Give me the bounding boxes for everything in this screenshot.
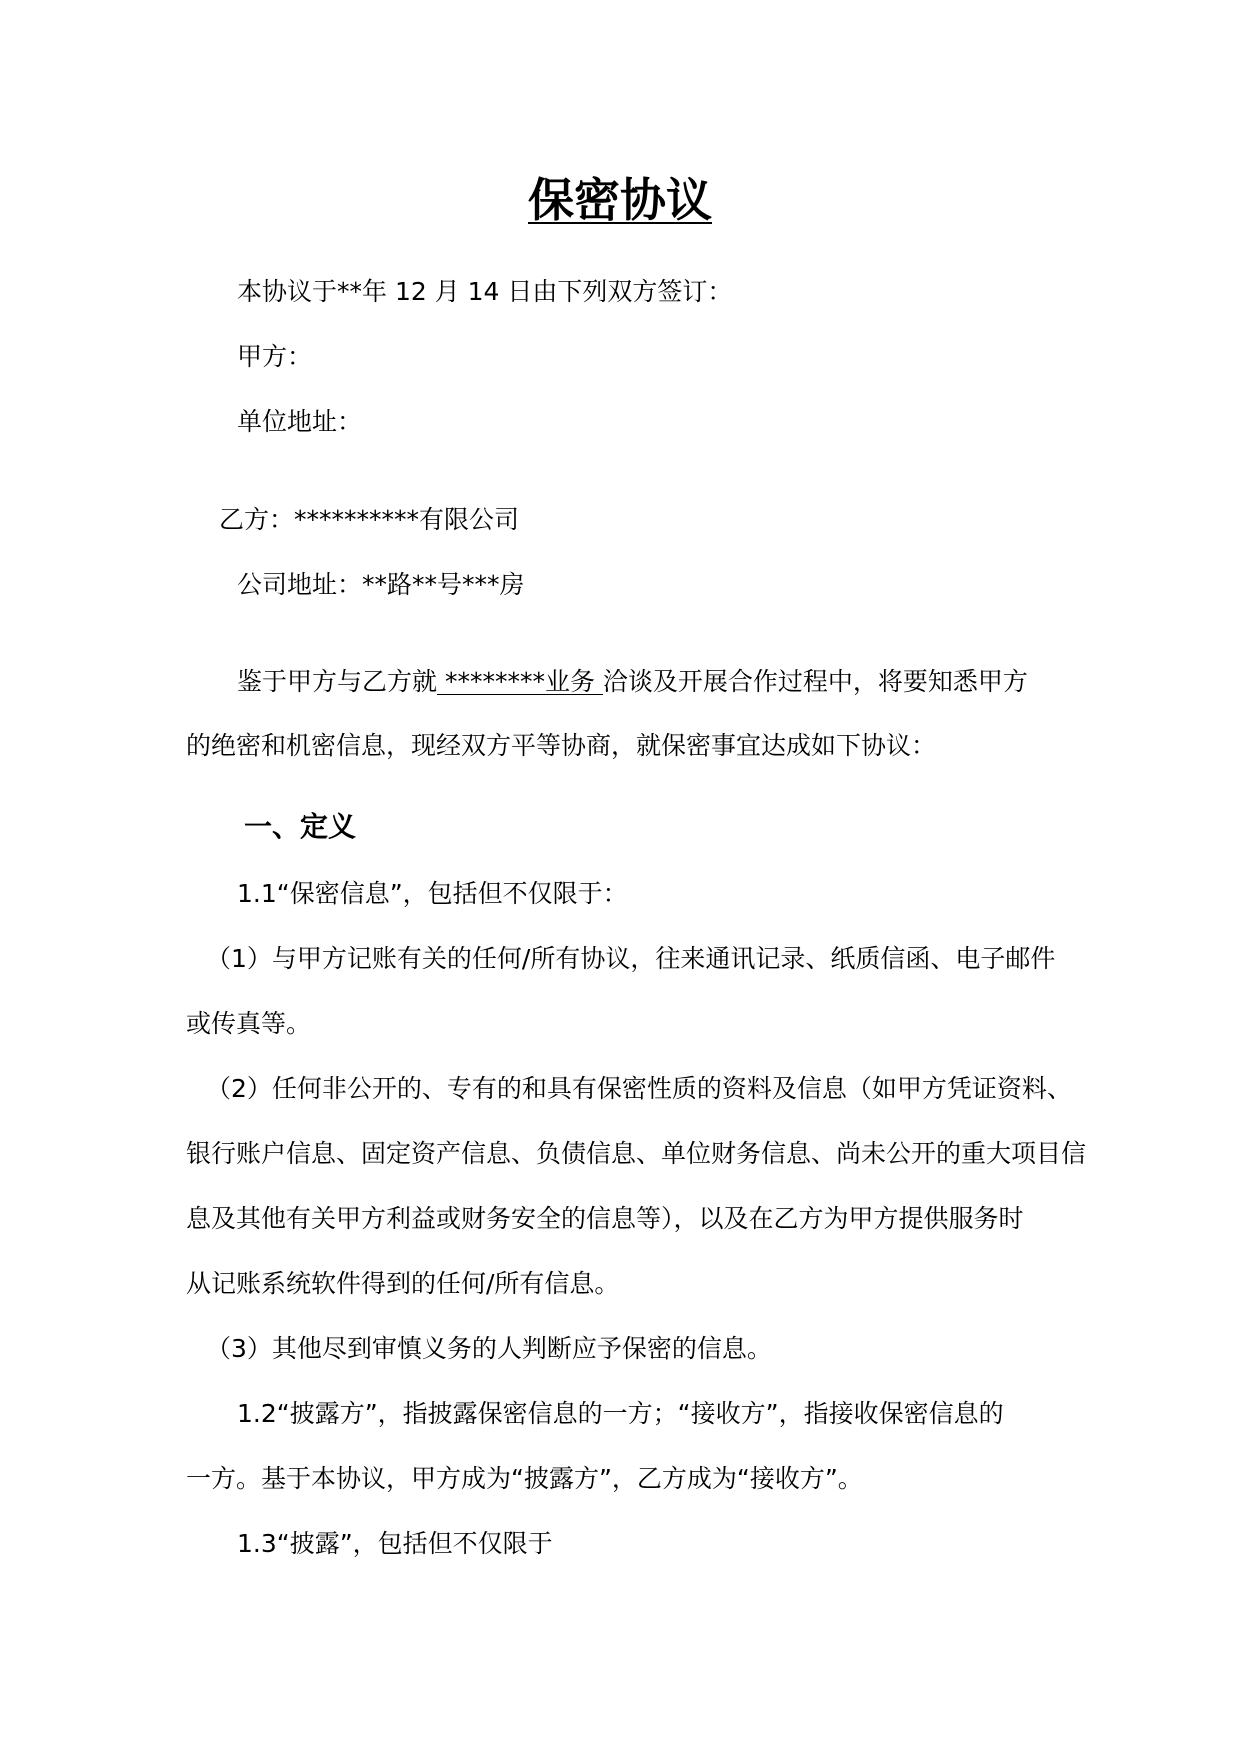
document-title-text: 保密协议 xyxy=(528,173,712,227)
section-heading-definitions: 一、定义 xyxy=(244,810,357,843)
document-title xyxy=(0,170,1240,230)
clause-1-1: 1.1“保密信息”，包括但不仅限于： xyxy=(237,879,628,908)
party-b-address-line: 公司地址：**路**号***房 xyxy=(237,570,525,599)
recital-prefix: 鉴于甲方与乙方就 xyxy=(237,667,438,696)
recital-line-1 xyxy=(237,664,1028,700)
recital-suffix: 洽谈及开展合作过程中，将要知悉甲方 xyxy=(602,667,1028,696)
item-3: （3）其他尽到审慎义务的人判断应予保密的信息。 xyxy=(206,1334,772,1363)
item-1-line-1: （1）与甲方记账有关的任何/所有协议，往来通讯记录、纸质信函、电子邮件 xyxy=(206,944,1056,973)
intro-date-line: 本协议于**年 12 月 14 日由下列双方签订： xyxy=(237,277,733,306)
party-a-address-label: 单位地址： xyxy=(237,407,363,436)
party-b-line: 乙方：**********有限公司 xyxy=(219,505,520,534)
clause-1-3: 1.3“披露”，包括但不仅限于 xyxy=(237,1529,553,1558)
item-2-line-3: 息及其他有关甲方利益或财务安全的信息等），以及在乙方为甲方提供服务时 xyxy=(186,1204,1024,1233)
item-1-line-2: 或传真等。 xyxy=(186,1009,312,1038)
clause-1-2-line-1: 1.2“披露方”，指披露保密信息的一方；“接收方”，指接收保密信息的 xyxy=(237,1399,1004,1428)
item-2-line-4: 从记账系统软件得到的任何/所有信息。 xyxy=(186,1269,620,1298)
clause-1-2-line-2: 一方。基于本协议，甲方成为“披露方”，乙方成为“接收方”。 xyxy=(186,1464,863,1493)
item-2-line-1: （2）任何非公开的、专有的和具有保密性质的资料及信息（如甲方凭证资料、 xyxy=(206,1074,1072,1103)
item-2-line-2: 银行账户信息、固定资产信息、负债信息、单位财务信息、尚未公开的重大项目信 xyxy=(186,1139,1087,1168)
recital-line-2: 的绝密和机密信息，现经双方平等协商，就保密事宜达成如下协议： xyxy=(186,731,937,760)
recital-business-underlined: ********业务 xyxy=(437,667,603,696)
party-a-label: 甲方： xyxy=(237,342,313,371)
